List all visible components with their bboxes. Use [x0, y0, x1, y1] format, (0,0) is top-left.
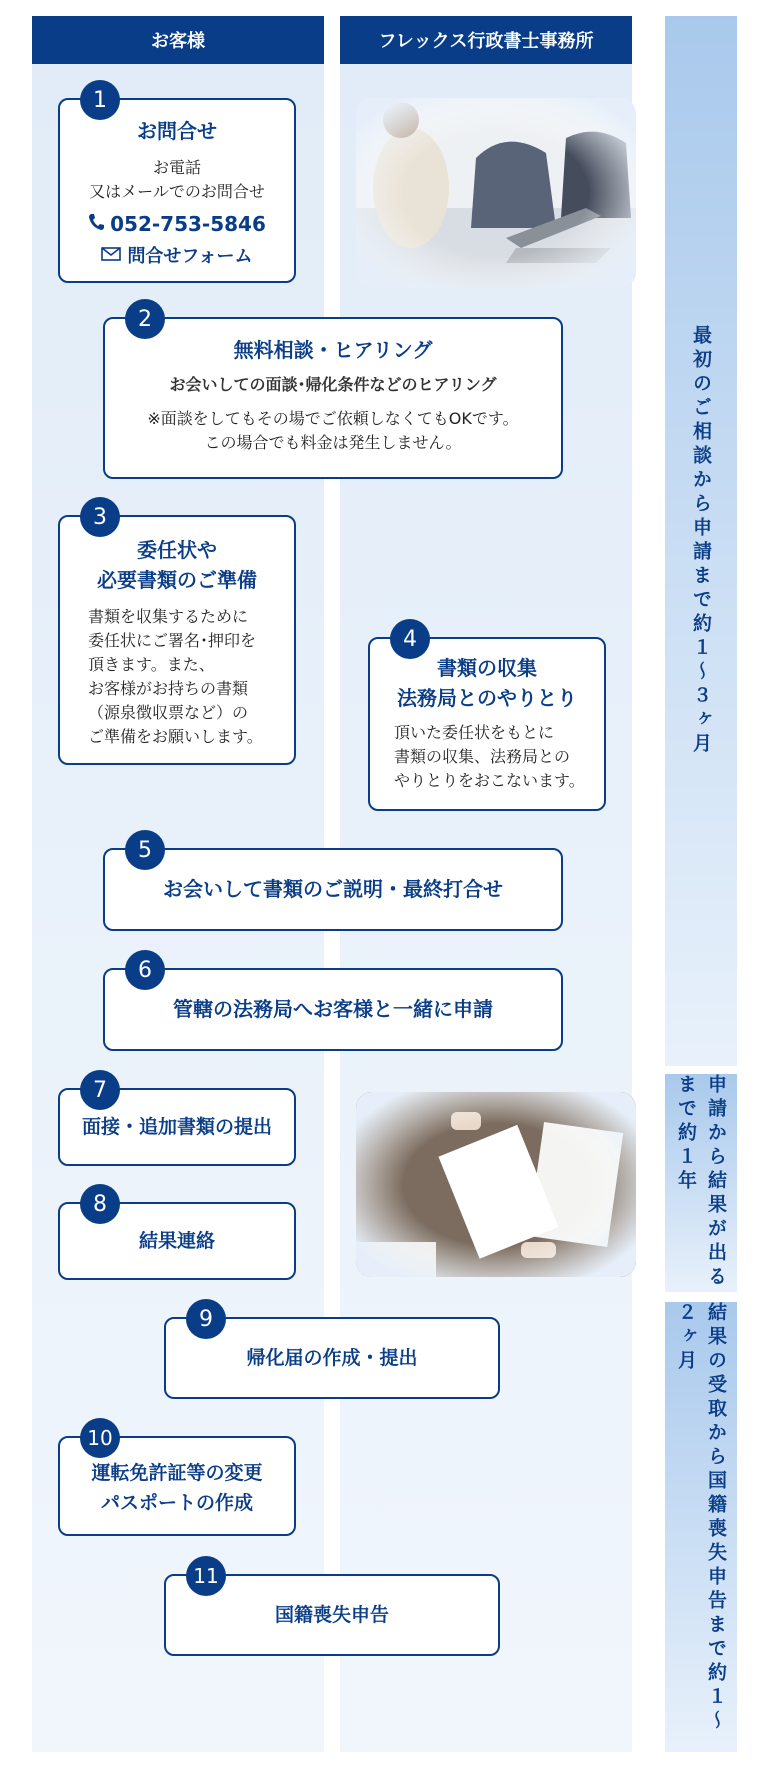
- step-10-box: [58, 1426, 296, 1536]
- step-10-title-2: パスポートの作成: [100, 1492, 253, 1514]
- step-4-number: 4: [390, 619, 430, 659]
- step-4-line-3: やりとりをおこないます。: [394, 771, 585, 790]
- step-2-line-1: お会いしての面談･帰化条件などのヒアリング: [169, 375, 497, 394]
- step-5-title: お会いして書類のご説明・最終打合せ: [163, 877, 503, 901]
- phone-link[interactable]: [60, 212, 294, 236]
- step-4-title-2: 法務局とのやりとり: [397, 686, 577, 710]
- customer-header: お客様: [32, 16, 324, 64]
- mail-icon: [101, 246, 121, 265]
- step-7-number: 7: [80, 1070, 120, 1110]
- phone-icon: [88, 213, 104, 235]
- step-11-title: 国籍喪失申告: [274, 1604, 389, 1626]
- step-3-title-2: 必要書類のご準備: [97, 568, 257, 592]
- phase-3-label: 結果の受取から国籍喪失申告まで約１～２ヶ月: [675, 1302, 727, 1734]
- step-6-title: 管轄の法務局へお客様と一緒に申請: [173, 997, 493, 1021]
- step-3-line-5: （源泉徴収票など）の: [88, 703, 249, 722]
- contact-form-link[interactable]: [60, 242, 294, 268]
- phase-2: [665, 1074, 737, 1292]
- step-9-title: 帰化届の作成・提出: [246, 1347, 418, 1369]
- step-1-box: [58, 87, 296, 283]
- step-11-box: [164, 1564, 500, 1656]
- office-header: フレックス行政書士事務所: [340, 16, 632, 64]
- step-9-number: 9: [186, 1299, 226, 1339]
- step-3-line-6: ご準備をお願いします。: [88, 727, 263, 746]
- phone-number: 052-753-5846: [110, 212, 266, 236]
- step-2-title: 無料相談・ヒアリング: [233, 338, 433, 362]
- step-2-line-2: ※面談をしてもその場でご依頼しなくてもOKです。: [147, 409, 519, 428]
- step-10-number: 10: [80, 1418, 120, 1458]
- step-4-line-1: 頂いた委任状をもとに: [394, 723, 555, 742]
- step-8-box: [58, 1191, 296, 1280]
- phase-3: [665, 1302, 737, 1752]
- step-8-number: 8: [80, 1184, 120, 1224]
- step-1-line-2: 又はメールでのお問合せ: [89, 182, 265, 201]
- phase-1-label: 最初のご相談から申請まで約１～３ヶ月: [690, 325, 712, 757]
- step-3-line-1: 書類を収集するために: [88, 607, 249, 626]
- step-1-title: お問合せ: [137, 119, 217, 143]
- step-1-number: 1: [80, 80, 120, 120]
- step-7-box: [58, 1077, 296, 1166]
- step-3-number: 3: [80, 497, 120, 537]
- step-11-number: 11: [186, 1556, 226, 1596]
- step-3-title-1: 委任状や: [137, 538, 217, 562]
- step-4-title-1: 書類の収集: [437, 656, 537, 680]
- documents-photo: [356, 1092, 636, 1277]
- step-7-title: 面接・追加書類の提出: [81, 1116, 272, 1138]
- step-3-line-4: お客様がお持ちの書類: [88, 679, 249, 698]
- step-6-box: [103, 957, 563, 1051]
- step-5-box: [103, 837, 563, 931]
- step-1-line-1: お電話: [152, 158, 201, 177]
- step-10-title-1: 運転免許証等の変更: [91, 1462, 263, 1484]
- contact-form-label: 問合せフォーム: [127, 246, 253, 267]
- step-8-title: 結果連絡: [138, 1230, 215, 1252]
- step-2-number: 2: [125, 299, 165, 339]
- step-9-box: [164, 1306, 500, 1399]
- phase-1: [665, 16, 737, 1066]
- meeting-photo: [356, 98, 636, 288]
- step-5-number: 5: [125, 830, 165, 870]
- step-3-box: [58, 504, 296, 765]
- phase-2-label: 申請から結果が出るまで約１年: [675, 1074, 727, 1290]
- step-6-number: 6: [125, 950, 165, 990]
- step-3-line-3: 頂きます。また、: [88, 655, 215, 674]
- step-4-box: [368, 626, 606, 811]
- step-2-box: [103, 306, 563, 479]
- step-2-line-3: この場合でも料金は発生しません。: [204, 433, 462, 452]
- step-3-line-2: 委任状にご署名･押印を: [88, 631, 257, 650]
- step-4-line-2: 書類の収集、法務局との: [394, 747, 571, 766]
